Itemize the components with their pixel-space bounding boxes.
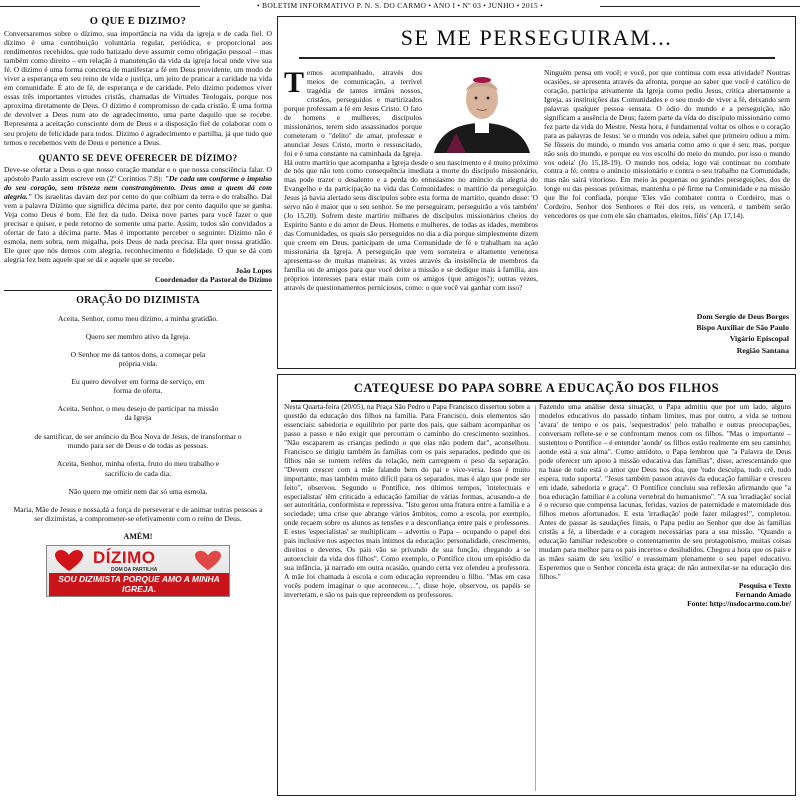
perseguiram-column-1 <box>284 66 538 293</box>
dizimo-sign-role: Coordenador da Pastoral do Dízimo <box>154 275 272 285</box>
perseguiram-title: SE ME PERSEGUIRAM... <box>278 17 795 59</box>
sign-line: Dom Sergio de Deus Borges <box>696 312 789 321</box>
column-divider <box>535 405 536 791</box>
dizimo-banner-logo <box>46 545 230 597</box>
heart-icon <box>195 550 221 572</box>
dizimo-subtitle: QUANTO SE DEVE OFERECER DE DÍZIMO? <box>38 152 238 163</box>
heart-icon <box>55 550 83 572</box>
oracao-stanza: O Senhor me dá tantos dons, a começar pela própria vida. <box>70 349 206 368</box>
catequese-column-2 <box>539 403 791 609</box>
banner-slogan: SOU DIZIMISTA PORQUE AMO A MINHA IGREJA. <box>49 573 229 596</box>
oracao-stanza: de santificar, de ser anúncio da Boa Nova de Jesus, de transformar o mundo para ser de Deus e de todas as pessoas. <box>34 432 242 451</box>
bishop-photo <box>426 69 538 153</box>
sign-line: Bispo Auxiliar de São Paulo <box>696 323 789 333</box>
perseguiram-signature <box>696 311 789 356</box>
dizimo-p2-quote: "De cada um conforme o impulso do seu coração, sem tristeza nem constrangimento. Deus ama a quem dá com alegria." <box>4 173 272 201</box>
header-text: • BOLETIM INFORMATIVO P. N. S. DO CARMO • ANO I • Nº 03 • JUNHO • 2015 • <box>253 1 547 10</box>
catequese-col2-text: Fazendo uma análise desta situação, o Papa admitiu que por um lado, alguns modelos educativos do passado tinham limites, mas por outro, a vida se tornou 'avara' de tempo e os pais, 'sequestrados' pelo trabalho e outras preocupações, conversam reflete-se e se confrontam menos com os filhos. "Mas o importante – sustentou o Pontífice – é entender 'aonde' os filhos estão realmente em seu caminho; aonde está a sua alma". Como antídoto, o Papa lembrou que "a Palavra de Deus pode oferecer um apoio à missão educativa das famílias", disse, acrescentando que na base de tudo está o amor que Deus nos doa, que 'tudo desculpa, tudo crê, tudo espera, tudo suporta'. "Jesus também passou através da educação familiar e cresceu em idade, sabedoria e graça". O Pontífice concluiu sua reflexão afirmando que "a boa educação familiar é a coluna vertebral do humanismo". "A sua 'irradiação' social é o recurso que compensa lacunas, feridas, vazios de paternidade e maternidade dos filhos menos afortunados. E esta 'irradiação' pode fazer milagres!", completou. Antes de passar às saudações finais, o Papa pediu ao Senhor que doe às famílias cristãs a fé, a liberdade e a coragem necessárias para a sua missão. "Quando a educação familiar redescobre o contentamento de seu protagonismo, muitas coisas mudam para melhor para os pais incertos e desiludidos. Chegou a hora que os pais e as mães saiam de seu 'exílio' e reassumam plenamente o seu papel educativo. Esperemos que o Senhor conceda esta graça: de não autoexilar-se na educação dos filhos." <box>539 402 791 582</box>
divider <box>4 290 272 291</box>
dizimo-signature <box>4 266 272 284</box>
banner-subtitle: DOM DA PARTILHA <box>111 566 158 573</box>
dizimo-paragraph-1: Conversaremos sobre o dízimo, sua importância na vida da igreja e de cada fiel. O dízimo é uma contribuição voluntária regular, periódica, e proporcional aos rendimentos recebidos, que todo batizado deve assumir como obrigação pessoal – mas também como direito – em relação à manutenção da vida da igreja local onde vive sua fé. O dízimo é uma forma concreta de manifestar a fé em Deus providente, um modo de viver a esperança em seu reino de vida e justiça, um jeito de praticar a caridade na vida em comunidade. É ato de fé, de esperança e de caridade. Pelo dízimo podemos viver essas três importantes virtudes cristãs, chamadas de Virtudes Teologais, porque nos aproxima diretamente de Deus. O dízimo é compromisso de cada cristão. É uma forma de devolver a Deus num ato de agradecimento, uma parte daquilo que se recebe. Representa a aceitação consciente dom de Deus e a disposição fiel de colaborar com o seu projeto de felicidade para todos. Dízimo é agradecimento e partilha, já que tudo que temos e recebemos vem de Deus e pertence a Deus. <box>4 29 272 147</box>
oracao-stanza: Aceita, Senhor, minha oferta, fruto do meu trabalho e sacrifício de cada dia. <box>56 459 220 478</box>
catequese-sign-1: Pesquisa e Texto <box>738 581 791 591</box>
banner-title: DÍZIMO <box>93 547 156 567</box>
newsletter-header <box>0 0 800 12</box>
sign-line: Região Santana <box>736 345 789 355</box>
amen-label: AMÉM! <box>123 531 153 541</box>
oracao-stanza: Eu quero devolver em forma de serviço, em forma de oferta. <box>71 376 205 395</box>
perseguiram-article <box>277 16 796 369</box>
dizimo-sign-name: João Lopes <box>235 266 272 276</box>
perseguiram-column-2: Ninguém pensa em você; e você, por que continua com essa atividade? Noutras ocasiões, se apresenta através da afronta, porque ao saber que você é católico de coração, participa ativamente da Igreja como pediu Jesus, critica abertamente a Igreja, as instituições das Comunidades e o seu modo de viver a fé, deixando sem palavras qualquer pessoa sensata. O ódio do mundo e a perseguição, não significam a ausência de Deus; fazem parte da vida do discípulo missionário como fez parte da vida do Mestre. Nesta hora, é fundamental voltar os olhos e o coração para as palavras de Jesus: 'se o mundo vos odeia, sabei que primeiro odiou a mim. Se fôsseis do mundo, o mundo vos amaria como amo o que é seu; mas, porque não sois do mundo, e porque eu vos escolhi do meio do mundo, por isso o mundo vos odeia' (Jo 15,18-19). O mundo nos odeia, logo vai continuar no combate contra a fé, contra o anúncio missionário e contra o seu trabalho na Comunidade, mas não sairá vitorioso. Em meio às pequenas ou grandes perseguições, dos de longe ou das pessoas próximas, mantenha o pé firme na Comunidade e na missão que lhe foi confiada, porque 'Eles vão combater contra o Cordeiro, mas o Cordeiro, Senhor dos Senhores e Rei dos reis, os vencerá, e também serão vencedores os que com ele são chamados, eleitos, fiéis' (Ap 17,14). <box>544 68 790 221</box>
perseguiram-col1-text: emos acompanhado, através dos meios de comunicação, a terrível tragédia de tantos irmãos nossos, cristãos, perseguidos e martirizados porque professam a fé em Jesus Cristo. O fato de homens e mulheres, discípulos missionários, terem sido assassinados porque cometeram o "delito" de amar, professar e anunciar Jesus Cristo, morto e ressuscitado, foi e é uma constante na caminhada da Igreja. Há outro martírio que acompanha a Igreja desde o seu nascimento e é muito próximo de nós que não tem como consequência imediata a morte do discípulo missionário, mas pode trazer o desalento e a perda do entusiasmo no anúncio da alegria do Evangelho e da participação na vida das Comunidades: o martírio da perseguição. Jesus já havia alertado seus discípulos sobre esta forma de martírio, quando disse: 'O servo não é maior que o seu senhor. Se me perseguiram, perseguirão a vós também' (Jo 15,20). Sofrem deste martírio milhares de discípulos missionários cheios do Espírito Santo e do amor de Deus. Homens e mulheres, de todas as idades, membros das Comunidades, os quais são perseguidos no dia a dia porque simplesmente dizem que creem em Deus, participam de uma Comunidade de fé e trabalham na ação missionária da Igreja. A perseguição que vem sorrateira e altamente venenosa apresenta-se de muitas maneiras: às vezes através da insistência de membros da família ou de amigos para que você deixe a missão e se dedique mais à família, aos próprios interesses para estar mais com os amigos (que amigos?); outras vezes, através de questionamentos perniciosos, como: o que você vai ganhar com isso? <box>284 68 538 292</box>
catequese-article <box>277 374 796 796</box>
oracao-stanza: Aceita, Senhor, como meu dízimo, a minha gratidão. <box>57 313 219 323</box>
oracao-stanza: Não quero me omitir nem dar só uma esmola. <box>68 486 208 496</box>
dizimo-p2-intro: Deve-se ofertar a Deus o que nosso coração mandar e o que nossa consciência falar. O apóstolo Paulo assim escreve em (2º Coríntios 7:8): <box>4 164 272 183</box>
sign-line: Vigário Episcopal <box>729 334 789 344</box>
dizimo-title: O QUE É DÍZIMO? <box>89 16 187 27</box>
dizimo-p2-rest: Os israelitas davam dez por cento do que colhiam da terra e do trabalho. Daí vem a palavra Dízimo que significa décima parte, dez por cento daquilo que se ganha. Veja como Deus é bom. Ele fez da tudo. Deixa nove partes para você fazer o que precisar e quiser, e pede retorno de somente uma parte. Assim, todos são convidados a ofertar de fato a décima parte. Mas é importante perceber o seguinte: Dízimo não é esmola, nem sobra, nem migalha, pois Deus de nada precisa. Ela quer nossa gratidão. Ele quer que nós demos com alegria, reconhecimento e fidelidade. O que se dá com alegria fez bem aquele que se dá e aquele que se recebe. <box>4 191 272 265</box>
catequese-title: CATEQUESE DO PAPA SOBRE A EDUCAÇÃO DOS FILHOS <box>278 375 795 402</box>
catequese-source: Fonte: http://nsdocarmo.com.br/ <box>687 598 791 608</box>
oracao-stanza: Maria, Mãe de Jesus e nossa,dá a força de perseverar e de animar outras pessoas a ser dizimistas, a comprometer-se efetivamente com o reino de Deus. <box>13 504 263 523</box>
left-column <box>4 16 272 796</box>
oracao-title: ORAÇÃO DO DIZIMISTA <box>76 294 200 306</box>
catequese-column-1: Nesta Quarta-feira (20/05), na Praça São Pedro o Papa Francisco dissertou sobre a questão da educação dos filhos na família. Para Francisco, dois elementos são essenciais: sabedoria e equilíbrio por parte dos pais, que saibam acompanhar os passo a passo e não exigir que percorram o caminho do crescimento sozinhos. "Não escaparem as crianças pedindo o que elas não podem dar", aconselhou. Francisco se dirigiu também às famílias com os pais separados, pedindo que os filhos não se tornem reféns da relação, nem carreguem o peso da separação. "Devem crescer com a mãe falando bem do pai e vice-versa. Isso é muito importante, mas também muito difícil para os separados, mas é algo que pode ser feito", observou. Segundo o Pontífice, nos últimos tempos, 'intelectuais e especialistas' têm criticado a educação familiar de várias formas, acusando-a de ser autoritária, conformista e repressiva. "Isto gerou uma fratura entre a família e a sociedade; uma crise que abrange vários âmbitos, como a escola, por exemplo, onde recaem sobre os alunos as tensões e a desconfiança entre pais e professores. E estes 'especialistas' se multiplicam – advertiu o Papa – ocupando o papel dos pais inclusive nos aspectos mais íntimos da educação: personalidade, crescimento, direitos e deveres. Os pais vão se privando de sua função, chegando a se autoexcluir da vida dos filhos". Como exemplo, o Pontífice citou um episódio da sua infância, já narrado em outra ocasião, quando certa vez ofendeu a professora. A mãe foi chamada à escola e com educação repreendeu o filho. "Mas em casa vocês podem imaginar o que aconteceu…", disse hoje, observou, os papéis se inverteram, e são os pais que repreendem os professores. <box>284 402 530 600</box>
oracao-stanza: Aceita, Senhor, o meu desejo de participar na missão da Igreja <box>57 404 219 423</box>
dizimo-paragraph-2 <box>4 165 272 265</box>
oracao-stanza: Quero ser membro ativo da Igreja. <box>85 331 191 341</box>
dropcap-letter: T <box>284 66 305 99</box>
catequese-sign-2: Fernando Amado <box>735 590 791 600</box>
oracao-text <box>4 314 272 523</box>
